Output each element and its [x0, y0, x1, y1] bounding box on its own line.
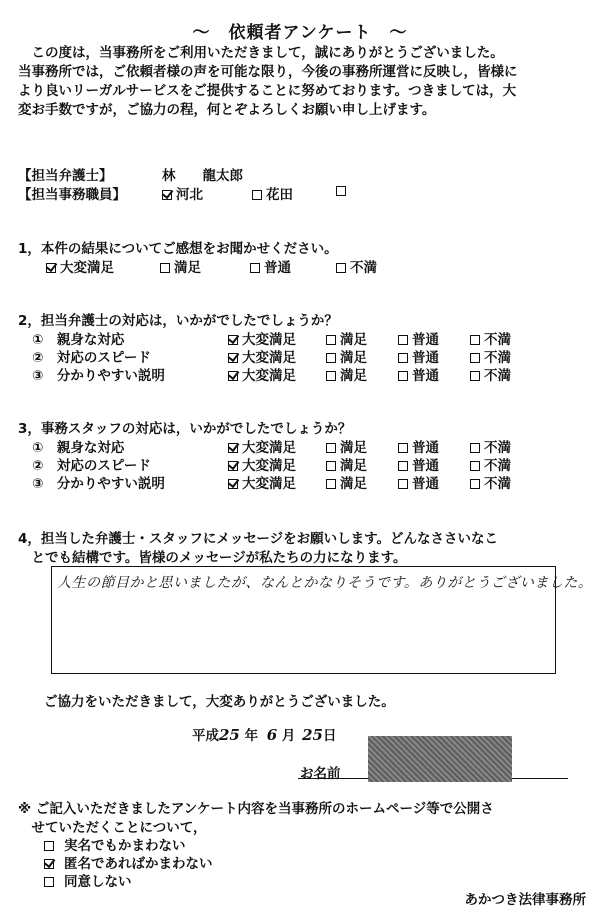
option-label: 不満	[484, 332, 511, 348]
option-label: 満足	[340, 458, 367, 474]
rating-option[interactable]	[398, 346, 439, 366]
rating-row-label: ② 対応のスピード	[32, 350, 151, 366]
intro-line: より良いリーガルサービスをご提供することに努めております。つきましては，大	[18, 83, 517, 99]
option-label: 大変満足	[60, 260, 114, 276]
rating-option[interactable]	[398, 328, 439, 348]
checkbox[interactable]	[228, 353, 238, 363]
q1-question: 1，本件の結果についてご感想をお聞かせください。	[18, 241, 338, 257]
checkbox[interactable]	[228, 443, 238, 453]
checkbox[interactable]	[470, 461, 480, 471]
rating-row-label: ③ 分かりやすい説明	[32, 476, 165, 492]
option-label: 大変満足	[242, 368, 296, 384]
rating-option[interactable]	[470, 436, 511, 456]
date-era: 平成	[192, 728, 219, 744]
option-label: 不満	[350, 260, 377, 276]
q1-option[interactable]	[336, 256, 377, 276]
checkbox[interactable]	[228, 461, 238, 471]
checkbox[interactable]	[160, 263, 170, 273]
checkbox[interactable]	[46, 263, 56, 273]
option-label: 満足	[340, 368, 367, 384]
checkbox[interactable]	[326, 461, 336, 471]
rating-row	[32, 436, 552, 454]
checkbox[interactable]	[228, 479, 238, 489]
checkbox[interactable]	[470, 353, 480, 363]
q1-option[interactable]	[46, 256, 114, 276]
handwritten-message: 人生の節目かと思いましたが、なんとかなりそうです。ありがとうございました。	[57, 575, 593, 591]
q1-option[interactable]	[250, 256, 291, 276]
rating-row-label: ① 親身な対応	[32, 440, 125, 456]
checkbox[interactable]	[336, 263, 346, 273]
rating-option[interactable]	[326, 364, 367, 384]
option-label: 匿名であればかまわない	[64, 856, 213, 872]
clerk-option[interactable]	[252, 183, 293, 203]
consent-option[interactable]	[44, 852, 213, 872]
intro-line: この度は，当事務所をご利用いただきまして，誠にありがとうございました。	[18, 45, 504, 61]
checkbox[interactable]	[326, 353, 336, 363]
q2-rows	[32, 328, 552, 382]
rating-option[interactable]	[228, 328, 296, 348]
q1-options	[46, 256, 446, 274]
checkbox[interactable]	[326, 479, 336, 489]
firm-name: あかつき法律事務所	[464, 892, 586, 908]
option-label: 満足	[174, 260, 201, 276]
survey-title: 〜 依頼者アンケート 〜	[192, 23, 408, 43]
option-label: 不満	[484, 440, 511, 456]
redacted-name	[368, 736, 512, 782]
date-month: 6	[266, 726, 278, 744]
checkbox[interactable]	[326, 371, 336, 381]
rating-option[interactable]	[228, 346, 296, 366]
checkbox[interactable]	[398, 353, 408, 363]
option-label: 大変満足	[242, 350, 296, 366]
option-label: 大変満足	[242, 476, 296, 492]
date-year: 25	[219, 726, 240, 744]
option-label: 普通	[412, 458, 439, 474]
rating-option[interactable]	[326, 472, 367, 492]
rating-option[interactable]	[470, 454, 511, 474]
option-label: 大変満足	[242, 440, 296, 456]
checkbox[interactable]	[398, 443, 408, 453]
q2-question: 2，担当弁護士の対応は，いかがでしたでしょうか？	[18, 313, 338, 329]
rating-option[interactable]	[228, 364, 296, 384]
rating-row-label: ① 親身な対応	[32, 332, 125, 348]
clerk-label: 【担当事務職員】	[18, 187, 126, 203]
consent-option[interactable]	[44, 834, 186, 854]
date-year-unit: 年	[244, 728, 259, 744]
checkbox[interactable]	[44, 877, 54, 887]
option-label: 実名でもかまわない	[64, 838, 186, 854]
checkbox[interactable]	[398, 461, 408, 471]
option-label: 満足	[340, 350, 367, 366]
consent-option[interactable]	[44, 870, 132, 890]
option-label: 普通	[412, 440, 439, 456]
checkbox[interactable]	[250, 263, 260, 273]
rating-option[interactable]	[398, 472, 439, 492]
option-label: 不満	[484, 350, 511, 366]
rating-row-label: ③ 分かりやすい説明	[32, 368, 165, 384]
checkbox[interactable]	[336, 186, 346, 196]
option-label: 満足	[340, 332, 367, 348]
checkbox[interactable]	[228, 371, 238, 381]
q4-question-line1: 4，担当した弁護士・スタッフにメッセージをお願いします。どんなささいなこ	[18, 531, 499, 547]
option-label: 満足	[340, 440, 367, 456]
option-label: 大変満足	[242, 458, 296, 474]
checkbox[interactable]	[228, 335, 238, 345]
thanks-message: ご協力をいただきまして，大変ありがとうございました。	[44, 694, 395, 710]
intro-line: 変お手数ですが，ご協力の程，何とぞよろしくお願い申し上げます。	[18, 102, 436, 118]
publication-note-line2: せていただくことについて，	[18, 820, 207, 836]
rating-option[interactable]	[398, 454, 439, 474]
checkbox[interactable]	[470, 479, 480, 489]
option-label: 大変満足	[242, 332, 296, 348]
date	[192, 724, 337, 744]
option-label: 同意しない	[64, 874, 132, 890]
option-label: 普通	[264, 260, 291, 276]
clerk-option[interactable]	[162, 183, 203, 203]
checkbox[interactable]	[470, 443, 480, 453]
q3-question: 3，事務スタッフの対応は，いかがでしたでしょうか？	[18, 421, 352, 437]
rating-row	[32, 328, 552, 346]
rating-row	[32, 454, 552, 472]
rating-option[interactable]	[398, 436, 439, 456]
checkbox[interactable]	[326, 335, 336, 345]
option-label: 不満	[484, 476, 511, 492]
date-day-unit: 日	[323, 728, 337, 744]
rating-option[interactable]	[326, 454, 367, 474]
lawyer-name: 林 龍太郎	[162, 168, 243, 184]
option-label: 普通	[412, 368, 439, 384]
option-label: 普通	[412, 332, 439, 348]
rating-option[interactable]	[228, 454, 296, 474]
rating-row	[32, 472, 552, 490]
option-label: 普通	[412, 476, 439, 492]
checkbox[interactable]	[326, 443, 336, 453]
rating-row-label: ② 対応のスピード	[32, 458, 151, 474]
rating-option[interactable]	[326, 346, 367, 366]
q1-option[interactable]	[160, 256, 201, 276]
rating-option[interactable]	[398, 364, 439, 384]
q4-question-line2: とでも結構です。皆様のメッセージが私たちの力になります。	[18, 550, 407, 566]
option-label: 満足	[340, 476, 367, 492]
rating-option[interactable]	[470, 328, 511, 348]
rating-option[interactable]	[326, 436, 367, 456]
checkbox[interactable]	[398, 371, 408, 381]
option-label: 不満	[484, 458, 511, 474]
checkbox[interactable]	[398, 335, 408, 345]
rating-row	[32, 346, 552, 364]
checkbox[interactable]	[162, 190, 172, 200]
checkbox[interactable]	[252, 190, 262, 200]
date-day: 25	[302, 726, 323, 744]
intro-line: 当事務所では，ご依頼者様の声を可能な限り，今後の事務所運営に反映し，皆様に	[18, 64, 518, 80]
checkbox[interactable]	[470, 371, 480, 381]
rating-row	[32, 364, 552, 382]
clerk-option[interactable]	[336, 183, 346, 199]
option-label: 普通	[412, 350, 439, 366]
checkbox[interactable]	[44, 841, 54, 851]
clerk-name: 河北	[176, 187, 203, 203]
rating-option[interactable]	[470, 364, 511, 384]
lawyer-label: 【担当弁護士】	[18, 168, 113, 184]
checkbox[interactable]	[44, 859, 54, 869]
rating-option[interactable]	[228, 436, 296, 456]
intro-paragraph	[18, 44, 518, 120]
date-month-unit: 月	[281, 728, 296, 744]
clerk-options	[162, 183, 293, 203]
rating-option[interactable]	[470, 346, 511, 366]
checkbox[interactable]	[470, 335, 480, 345]
rating-option[interactable]	[228, 472, 296, 492]
q3-rows	[32, 436, 552, 490]
name-label: お名前	[300, 766, 341, 782]
publication-note-line1: ※ ご記入いただきましたアンケート内容を当事務所のホームページ等で公開さ	[18, 801, 494, 817]
checkbox[interactable]	[398, 479, 408, 489]
option-label: 不満	[484, 368, 511, 384]
message-box[interactable]	[51, 566, 593, 674]
rating-option[interactable]	[326, 328, 367, 348]
clerk-name: 花田	[266, 187, 293, 203]
rating-option[interactable]	[470, 472, 511, 492]
